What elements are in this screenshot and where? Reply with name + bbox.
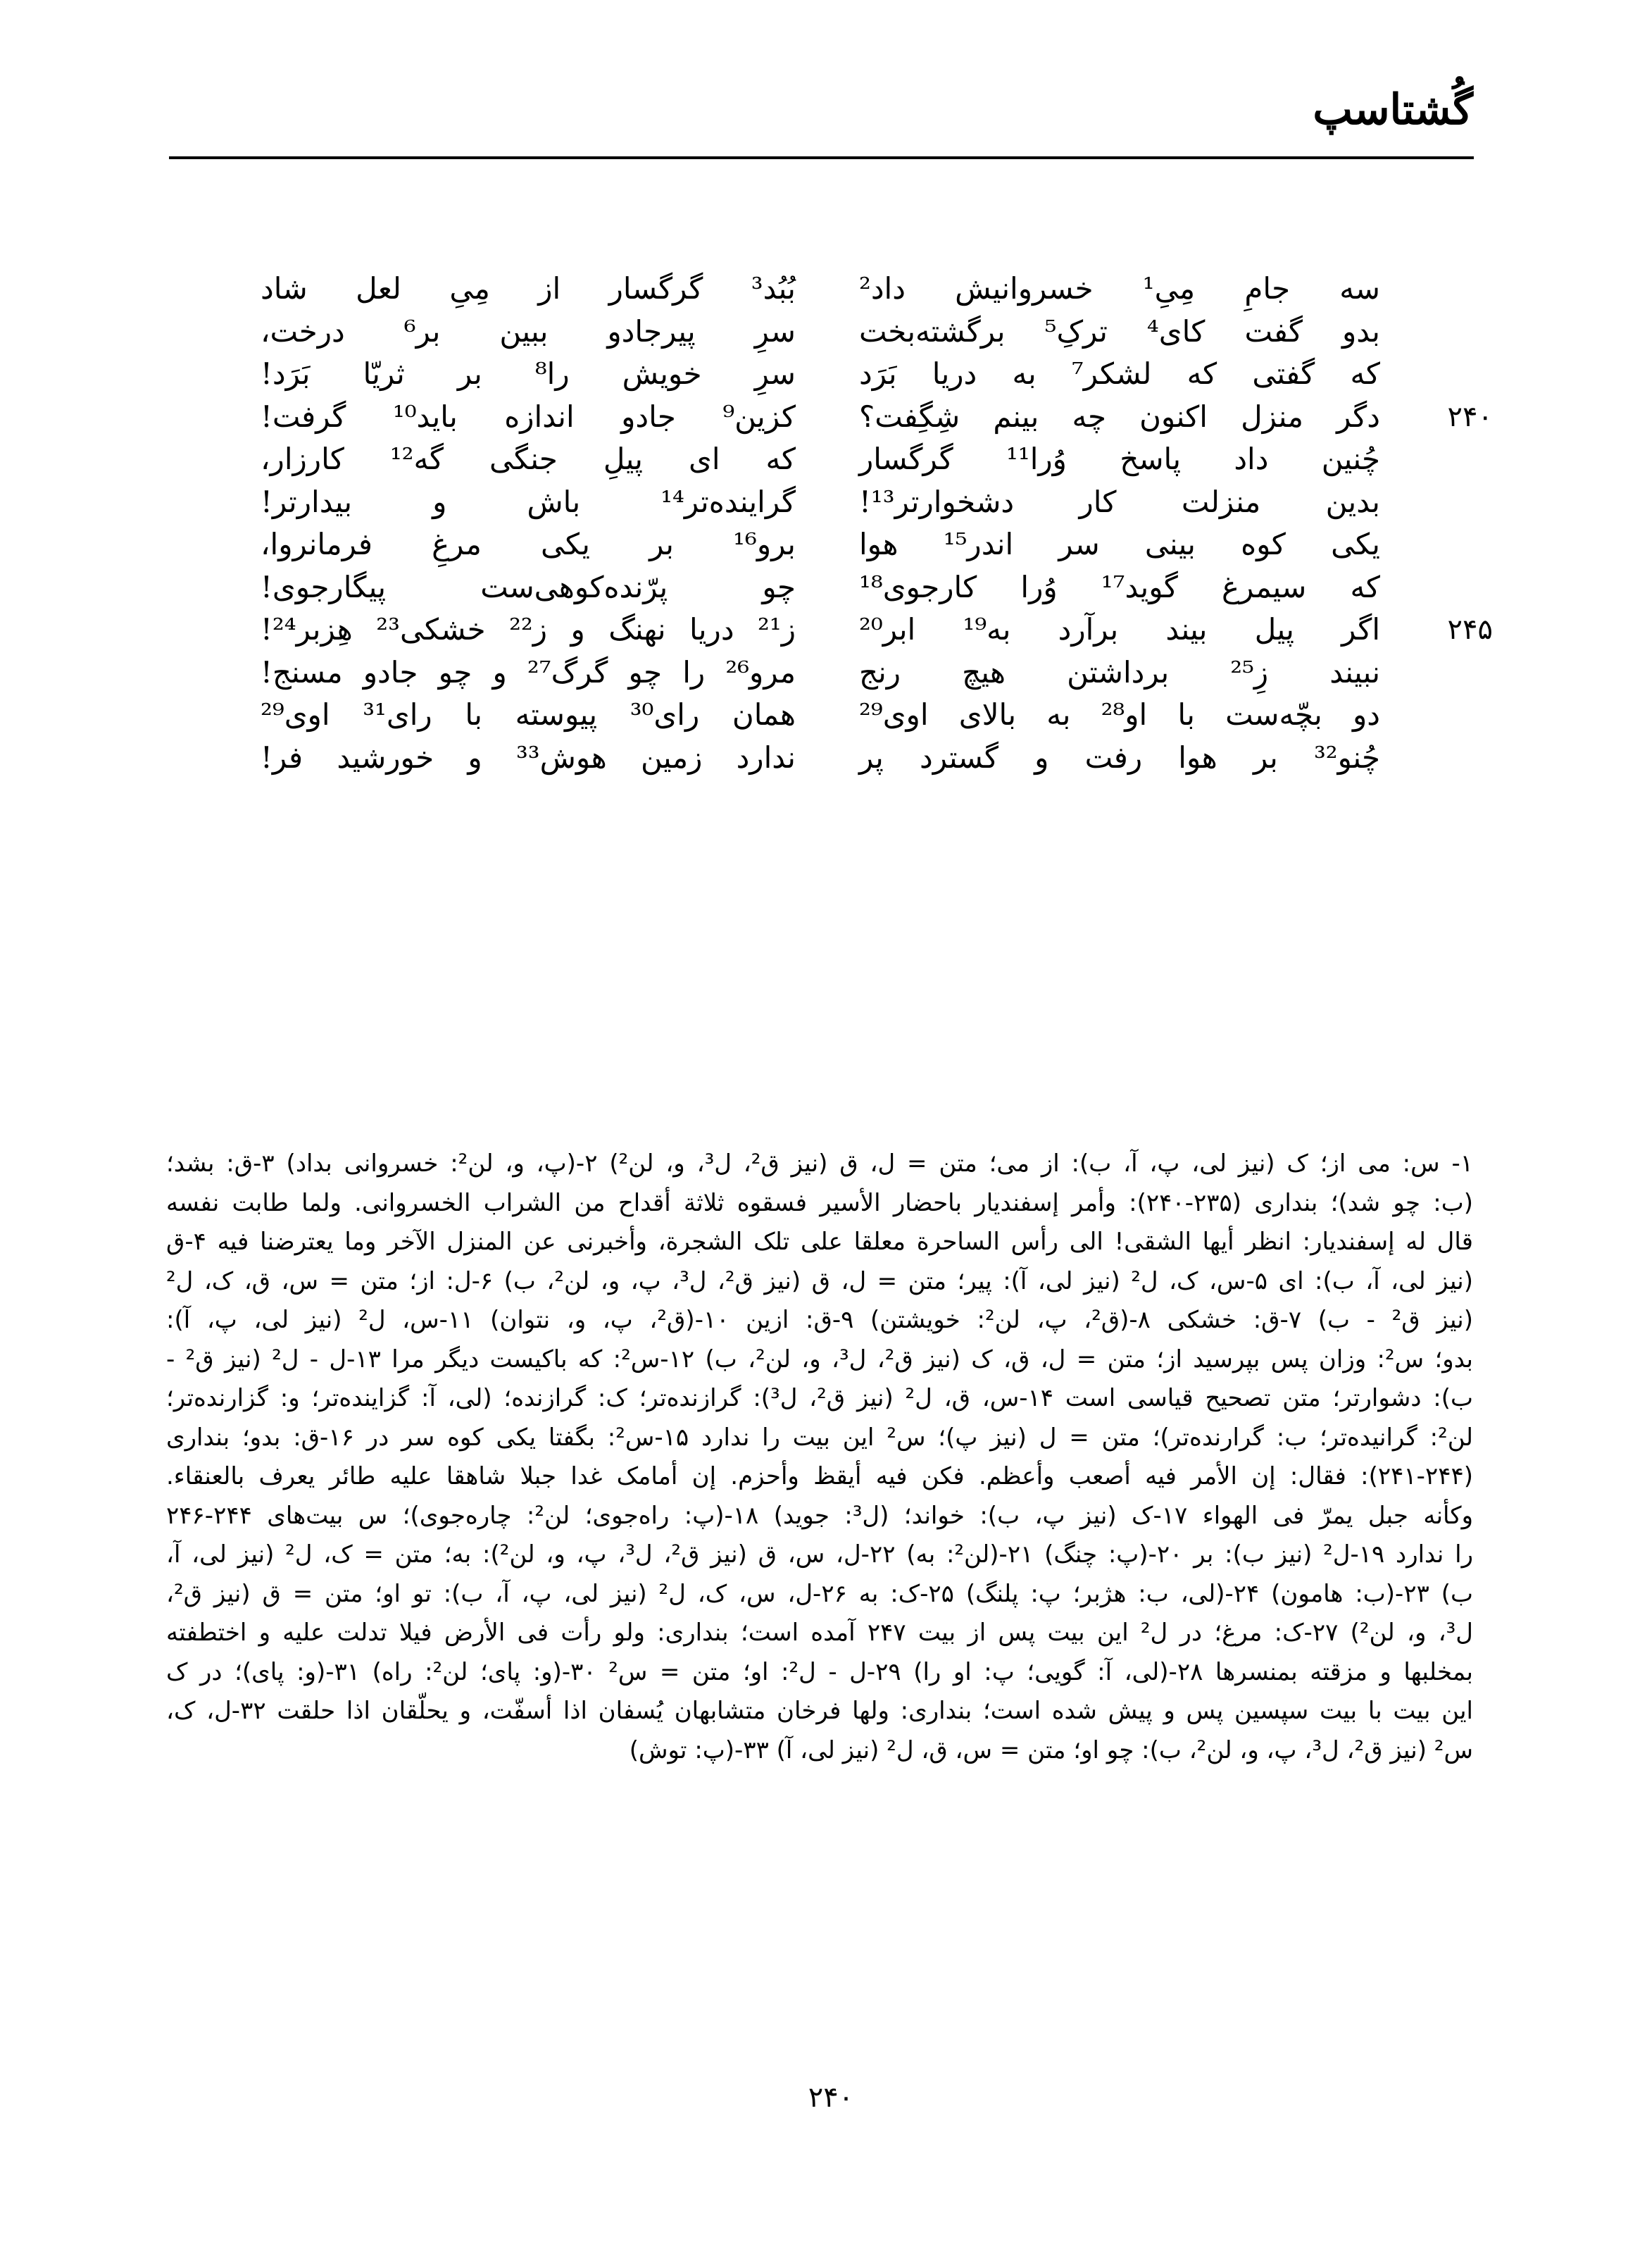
first-hemistich: بدو گفت کای⁴ ترکِ⁵ برگشته‌بخت <box>859 313 1380 349</box>
second-hemistich: ندارد زمین هوش³³ و خورشید فر! <box>261 740 796 775</box>
footnotes <box>166 1145 1473 1770</box>
first-hemistich: دو بچّه‌ست با او²⁸ به بالای اوی²⁹ <box>859 697 1380 733</box>
second-hemistich: که ای پیلِ جنگی گه¹² کارزار، <box>261 442 796 477</box>
footnote-line: ل³، و، لن²) ۲۷-ک: مرغ؛ در ل² این بیت پس از بیت ۲۴۷ آمده است؛ بنداری: ولو رأت فی الأرض فیلا تدلت علیه و اختطفته <box>166 1619 1473 1647</box>
verse-row <box>253 566 1507 609</box>
verse-row <box>253 609 1507 652</box>
footnote-line: لن²: گرانیده‌تر؛ ب: گرارنده‌تر)؛ متن = ل (نیز پ)؛ س² این بیت را ندارد ۱۵-س²: بگفتا یکی کوه سر در ۱۶-ق: بدو؛ بنداری <box>166 1423 1473 1452</box>
first-hemistich: یکی کوه بینی سر اندر¹⁵ هوا <box>859 527 1380 562</box>
verse-row <box>253 396 1507 439</box>
verse-row <box>253 481 1507 524</box>
second-hemistich: مرو²⁶ را چو گرگ²⁷ و چو جادو مسنج! <box>261 654 796 690</box>
footnote-line: این بیت با بیت سپسین پس و پیش شده است؛ بنداری: ولها فرخان متشابهان یُسفان اذا أسفّت، و یحلّقان اذا حلقت ۳۲-ل، ک، <box>166 1697 1473 1725</box>
footnote-line: س² (نیز ق²، ل³، پ، و، لن²، ب): چو او؛ متن = س، ق، ل² (نیز لی، آ) ۳۳-(پ: توش) <box>629 1736 1473 1764</box>
first-hemistich: سه جامِ مِیِ¹ خسروانیش داد² <box>859 271 1380 306</box>
first-hemistich: دگر منزل اکنون چه بینم شِگِفت؟ <box>859 399 1380 434</box>
second-hemistich: چو پرّنده‌کوهی‌ست پیگارجوی! <box>261 569 796 604</box>
second-hemistich: سرِ پیرجادو ببین بر⁶ درخت، <box>261 313 796 349</box>
first-hemistich: چُنو³² بر هوا رفت و گسترد پر <box>859 740 1380 775</box>
first-hemistich: بدین منزلت کار دشخوارتر¹³! <box>859 484 1380 519</box>
footnote-line: ۱- س: می از؛ ک (نیز لی، پ، آ، ب): از می؛ متن = ل، ق (نیز ق²، ل³، و، لن²) ۲-(پ، و، لن²: خسروانی بداد) ۳-ق: بشد؛ <box>166 1149 1473 1178</box>
verse-row <box>253 523 1507 566</box>
footnote-line: را ندارد ۱۹-ل² (نیز ب): بر ۲۰-(پ: چنگ) ۲۱-(لن²: به) ۲۲-ل، س، ق (نیز ق²، ل³، پ، و، لن²): به؛ متن = ک، ل² (نیز لی، آ، <box>166 1540 1473 1569</box>
second-hemistich: گراینده‌تر¹⁴ باش و بیدارتر! <box>261 484 796 519</box>
footnote-line: بمخلبها و مزقته بمنسرها ۲۸-(لی، آ: گویی؛ پ: او را) ۲۹-ل - ل²: او؛ متن = س² ۳۰-(و: پای؛ لن²: راه) ۳۱-(و: پای)؛ در ک <box>166 1657 1473 1686</box>
footnote-line: بدو؛ س²: وزان پس بپرسید از؛ متن = ل، ق، ک (نیز ق²، ل³، و، لن²، ب) ۱۲-س²: که باکیست دیگر مرا ۱۳-ل - ل² (نیز ق² - <box>166 1345 1473 1373</box>
footnote-line: (نیز لی، آ، ب): ای ۵-س، ک، ل² (نیز لی، آ): پیر؛ متن = ل، ق (نیز ق²، ل³، پ، و، لن²، ب) ۶-ل: از؛ متن = س، ق، ک، ل² <box>166 1266 1473 1295</box>
first-hemistich: که گفتی که لشکر⁷ به دریا بَرَد <box>859 356 1381 392</box>
footnote-line: (نیز ق² - ب) ۷-ق: خشکی ۸-(ق²، پ، لن²: خویشتن) ۹-ق: ازین ۱۰-(ق²، پ، و، نتوان) ۱۱-س، ل² (نیز لی، پ، آ): <box>166 1306 1473 1334</box>
second-hemistich: برو¹⁶ بر یکی مرغِ فرمانروا، <box>261 527 796 562</box>
footnote-line: (ب: چو شد)؛ بنداری (۲۳۵-۲۴۰): وأمر إسفندیار باحضار الأسیر فسقوه ثلاثة أقداح من الشراب الخسروانی. ولما طابت نفسه <box>166 1188 1473 1217</box>
footnote-line: ب): دشوارتر؛ متن تصحیح قیاسی است ۱۴-س، ق، ل² (نیز ق²، ل³): گرازنده‌تر؛ ک: گرازنده؛ (لی، آ: گزاینده‌تر؛ و: گزارنده‌تر؛ <box>166 1384 1473 1412</box>
footnote-line: قال له إسفندیار: انظر أیها الشقی! الی رأس الساحرة معلقا علی تلک الشجرة، وأخبرنی عن المنزل الآخر وما یعترضنا فیه ۴-ق <box>166 1228 1473 1256</box>
verse-number: ۲۴۵ <box>1447 613 1493 647</box>
verse-row <box>253 652 1507 694</box>
second-hemistich: ز²¹ دریا نهنگ و ز²² خشکی²³ هِزبر²⁴! <box>261 612 796 647</box>
verse-row <box>253 311 1507 354</box>
verse-row <box>253 694 1507 737</box>
running-title: گُشتاسپ <box>1313 85 1473 135</box>
second-hemistich: کزین⁹ جادو اندازه باید¹⁰ گرفت! <box>261 399 796 434</box>
first-hemistich: که سیمرغ گوید¹⁷ وُرا کارجوی¹⁸ <box>859 569 1380 604</box>
poem-verses <box>253 268 1507 779</box>
verse-row <box>253 353 1507 396</box>
first-hemistich: نبیند زِ²⁵ برداشتن هیچ رنج <box>859 654 1381 690</box>
verse-row <box>253 737 1507 780</box>
footnote-line: وکأنه جبل یمرّ فی الهواء ۱۷-ک (نیز پ، ب): خواند؛ (ل³: جوید) ۱۸-(پ: راه‌جوی؛ لن²: چاره‌جوی)؛ س بیت‌های ۲۴۴-۲۴۶ <box>166 1501 1473 1530</box>
verse-row <box>253 438 1507 481</box>
verse-number: ۲۴۰ <box>1447 400 1493 433</box>
verse-row <box>253 268 1507 311</box>
page-number: ۲۴۰ <box>808 2081 854 2114</box>
footnote-line: ب) ۲۳-(ب: هامون) ۲۴-(لی، ب: هژبر؛ پ: پلنگ) ۲۵-ک: به ۲۶-ل، س، ک، ل² (نیز لی، پ، آ، ب): تو او؛ متن = ق (نیز ق²، <box>166 1579 1473 1608</box>
header-rule <box>169 156 1474 159</box>
second-hemistich: همان رای³⁰ پیوسته با رای³¹ اوی²⁹ <box>261 697 796 733</box>
second-hemistich: بُبُد³ گرگسار از مِیِ لعل شاد <box>261 271 796 306</box>
first-hemistich: چُنین داد پاسخ وُرا¹¹ گرگسار <box>859 442 1380 477</box>
footnote-line: (۲۴۱-۲۴۴): فقال: إن الأمر فیه أصعب وأعظم. فکن فیه أیقظ وأحزم. إن أمامک غدا جبلا شاهقا علیه طائر یعرف بالعنقاء. <box>166 1462 1473 1490</box>
first-hemistich: اگر پیل بیند برآرد به¹⁹ ابر²⁰ <box>859 612 1381 647</box>
second-hemistich: سرِ خویش را⁸ بر ثریّا بَرَد! <box>261 356 796 392</box>
